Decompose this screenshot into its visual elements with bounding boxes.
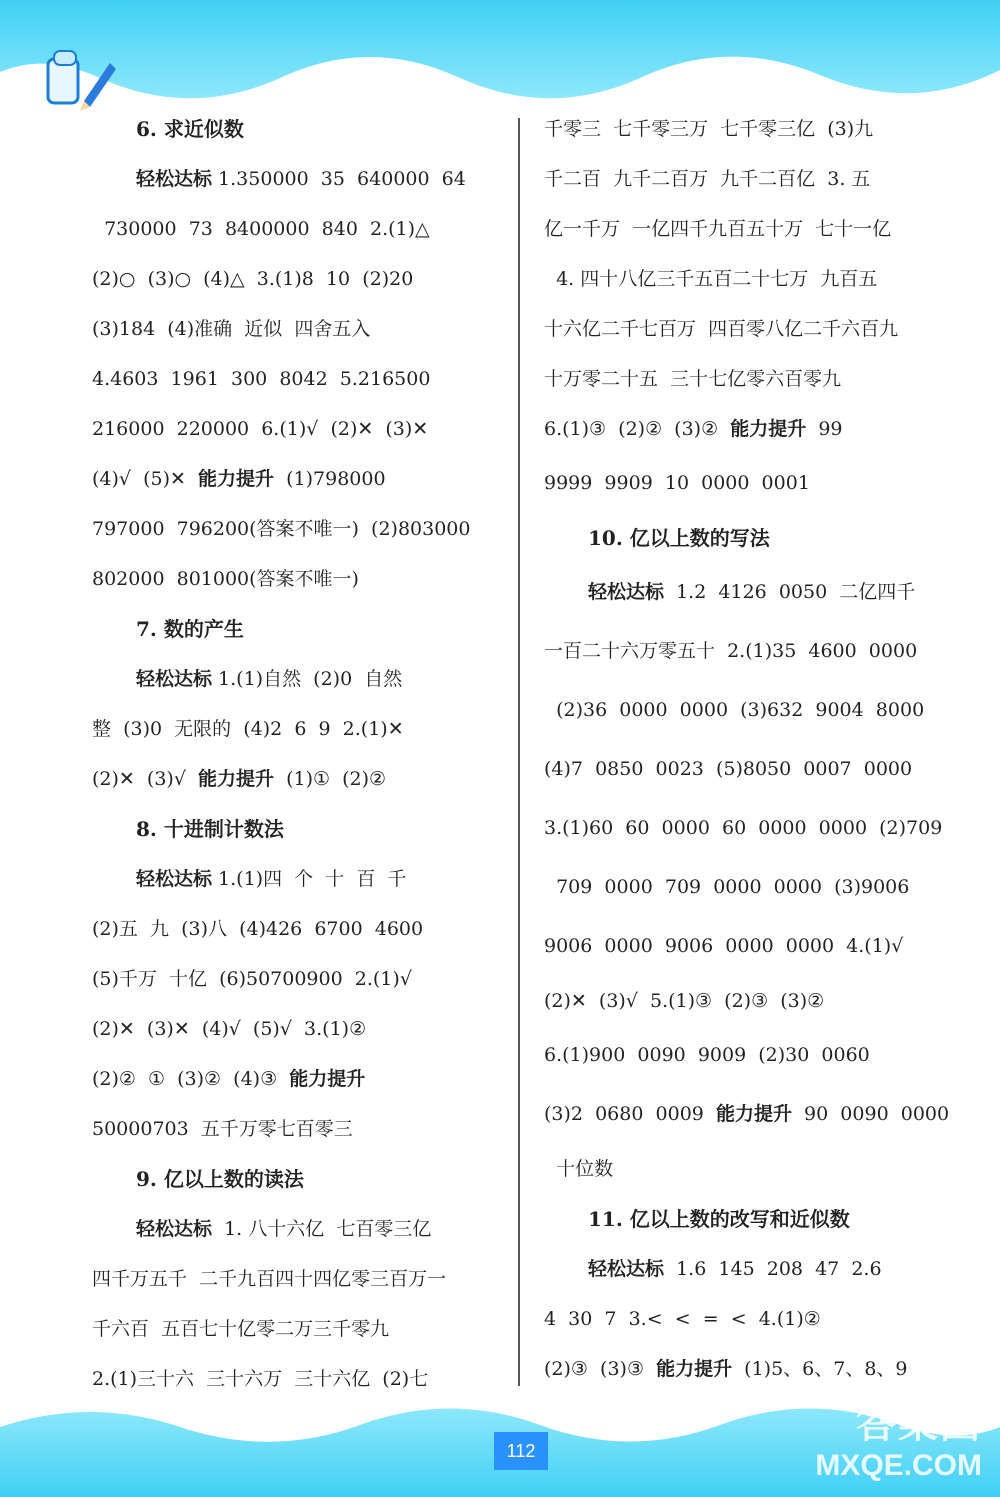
answer-text: (4)7 0850 0023 (5)8050 0007 0000: [544, 758, 913, 780]
watermark: [815, 1392, 982, 1483]
answer-text: (2)○ (3)○ (4)△ 3.(1)8 10 (2)20: [92, 268, 414, 290]
answer-text: 亿一千万 一亿四千九百五十万 七十一亿: [544, 218, 892, 240]
answer-text: (4)√ (5)✕: [92, 468, 199, 490]
answer-line: [544, 254, 954, 304]
answer-line: [92, 854, 502, 904]
answer-line: [544, 354, 954, 404]
answer-line: [544, 204, 954, 254]
answer-tag: 能力提升: [198, 468, 275, 490]
answer-text: (2)③ (3)③: [544, 1358, 657, 1380]
section-heading: 6. 求近似数: [136, 117, 244, 141]
answer-text: 3.(1)60 60 0000 60 0000 0000 (2)709: [544, 817, 943, 839]
answer-text: 1. 八十六亿 七百零三亿: [212, 1218, 432, 1240]
section-heading: 10. 亿以上数的写法: [588, 526, 770, 550]
answer-text: 4 30 7 3.< < = < 4.(1)②: [544, 1308, 821, 1330]
answer-line: [544, 858, 954, 917]
answer-text: 一百二十六万零五十 2.(1)35 4600 0000: [544, 640, 918, 662]
answer-text: (2)✕ (3)✕ (4)√ (5)√ 3.(1)②: [92, 1018, 367, 1040]
answer-text: 1.(1)自然 (2)0 自然: [212, 668, 403, 690]
answer-tag: 能力提升: [198, 768, 275, 790]
answer-line: [92, 704, 502, 754]
answer-line: [544, 104, 954, 154]
answer-text: 6.(1)③ (2)② (3)②: [544, 418, 731, 440]
answer-line: [92, 1254, 502, 1304]
answer-text: (3)184 (4)准确 近似 四舍五入: [92, 318, 371, 340]
answer-tag: 轻松达标: [588, 1258, 665, 1280]
answer-line: [92, 1004, 502, 1054]
answer-line: [92, 754, 502, 804]
answer-line: [544, 454, 954, 513]
answer-line: [92, 654, 502, 704]
answer-line: [92, 204, 502, 254]
answer-text: 2.(1)三十六 三十六万 三十六亿 (2)七: [92, 1368, 429, 1390]
answer-tag: 轻松达标: [136, 868, 213, 890]
section-heading: 8. 十进制计数法: [136, 817, 284, 841]
answer-text: (1)798000: [274, 468, 386, 490]
answer-tag: 轻松达标: [136, 668, 213, 690]
answer-line: [544, 1144, 954, 1194]
answer-line: [92, 1104, 502, 1154]
answer-line: [92, 404, 502, 454]
answer-tag: 能力提升: [289, 1068, 366, 1090]
answer-line: [544, 622, 954, 681]
answer-text: 十万零二十五 三十七亿零六百零九: [544, 368, 842, 390]
answer-line: [544, 1085, 954, 1144]
answer-text: 797000 796200(答案不唯一) (2)803000: [92, 518, 471, 540]
answer-line: [92, 504, 502, 554]
answer-line: [92, 154, 502, 204]
answer-tag: 能力提升: [730, 418, 807, 440]
answer-line: [544, 1244, 954, 1294]
answer-line: [92, 954, 502, 1004]
answer-text: (1)① (2)②: [274, 768, 387, 790]
answer-line: [544, 304, 954, 354]
answer-tag: 轻松达标: [136, 168, 213, 190]
answer-tag: 轻松达标: [136, 1218, 213, 1240]
answer-text: 4.4603 1961 300 8042 5.216500: [92, 368, 431, 390]
answer-text: 9999 9909 10 0000 0001: [544, 472, 810, 494]
answer-text: (1)5、6、7、8、9: [732, 1358, 908, 1380]
answer-text: 1.6 145 208 47 2.6: [664, 1258, 882, 1280]
answer-line: [544, 563, 954, 622]
answer-line: [92, 454, 502, 504]
answer-text: 十六亿二千七百万 四百零八亿二千六百九: [544, 318, 899, 340]
watermark-cn: 答案圈: [856, 1402, 982, 1446]
answer-line: [92, 354, 502, 404]
answer-tag: 能力提升: [656, 1358, 733, 1380]
answer-tag: 轻松达标: [588, 581, 665, 603]
answer-line: [92, 1304, 502, 1354]
answer-text: 802000 801000(答案不唯一): [92, 568, 359, 590]
answer-text: 1.(1)四 个 十 百 千: [212, 868, 407, 890]
answer-text: (2)✕ (3)√: [92, 768, 199, 790]
answer-text: (2)② ① (3)② (4)③: [92, 1068, 290, 1090]
answer-line: [544, 740, 954, 799]
answer-line: [92, 904, 502, 954]
answer-text: (2)✕ (3)√ 5.(1)③ (2)③ (3)②: [544, 990, 825, 1012]
answer-text: 四千万五千 二千九百四十四亿零三百万一: [92, 1268, 447, 1290]
page-number: 112: [494, 1432, 548, 1470]
answer-text: 709 0000 709 0000 0000 (3)9006: [544, 876, 910, 898]
answer-text: 千六百 五百七十亿零二万三千零九: [92, 1318, 390, 1340]
answer-line: [92, 254, 502, 304]
watermark-url: MXQE.COM: [815, 1449, 982, 1482]
answer-text: 90 0090 0000: [791, 1103, 950, 1125]
answer-text: 99: [806, 418, 843, 440]
answer-text: (5)千万 十亿 (6)50700900 2.(1)√: [92, 968, 412, 990]
answer-line: [544, 1026, 954, 1085]
answer-line: [544, 154, 954, 204]
answer-text: 9006 0000 9006 0000 0000 4.(1)√: [544, 935, 904, 957]
answer-line: [544, 976, 954, 1026]
answer-tag: 能力提升: [715, 1103, 792, 1125]
answer-text: 730000 73 8400000 840 2.(1)△: [92, 218, 430, 240]
section-heading: 7. 数的产生: [136, 617, 244, 641]
answer-text: (2)五 九 (3)八 (4)426 6700 4600: [92, 918, 424, 940]
answer-text: 十位数: [544, 1158, 614, 1180]
right-column: [544, 104, 954, 1394]
answer-line: [544, 404, 954, 454]
answer-line: [544, 1294, 954, 1344]
answer-text: 1.350000 35 640000 64: [212, 168, 466, 190]
answer-text: 整 (3)0 无限的 (4)2 6 9 2.(1)✕: [92, 718, 404, 740]
top-wave-band: [0, 0, 1000, 120]
answer-line: [544, 681, 954, 740]
column-divider: [518, 118, 520, 1386]
answer-line: [92, 554, 502, 604]
answer-text: 千零三 七千零三万 七千零三亿 (3)九: [544, 118, 874, 140]
answer-line: [92, 1054, 502, 1104]
answer-text: 1.2 4126 0050 二亿四千: [664, 581, 916, 603]
answer-text: 4. 四十八亿三千五百二十七万 九百五: [544, 268, 878, 290]
answer-text: 50000703 五千万零七百零三: [92, 1118, 353, 1140]
answer-line: [544, 1344, 954, 1394]
answer-text: 千二百 九千二百万 九千二百亿 3. 五: [544, 168, 871, 190]
answer-text: 6.(1)900 0090 9009 (2)30 0060: [544, 1044, 870, 1066]
answer-line: [92, 1354, 502, 1404]
left-column: [92, 104, 502, 1404]
answer-line: [92, 304, 502, 354]
answer-line: [92, 1204, 502, 1254]
answer-line: [544, 799, 954, 858]
answer-line: [544, 917, 954, 976]
section-heading: 9. 亿以上数的读法: [136, 1167, 304, 1191]
answer-text: (2)36 0000 0000 (3)632 9004 8000: [544, 699, 925, 721]
answer-text: 216000 220000 6.(1)√ (2)✕ (3)✕: [92, 418, 429, 440]
section-heading: 11. 亿以上数的改写和近似数: [588, 1207, 850, 1231]
answer-text: (3)2 0680 0009: [544, 1103, 716, 1125]
